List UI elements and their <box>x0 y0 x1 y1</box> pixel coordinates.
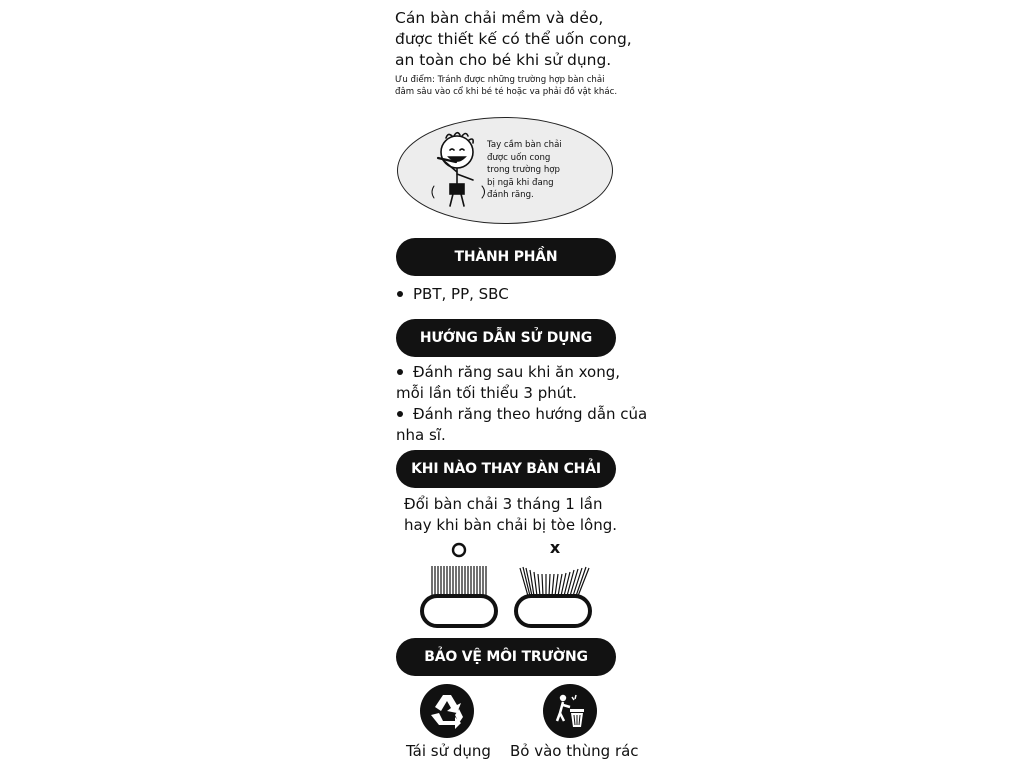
ingredients-item <box>396 284 509 305</box>
intro-line: được thiết kế có thể uốn cong, <box>395 30 632 48</box>
replace-line: Đổi bàn chải 3 tháng 1 lần <box>404 495 603 513</box>
replace-heading: KHI NÀO THAY BÀN CHẢI <box>396 450 616 488</box>
replace-line: hay khi bàn chải bị tòe lông. <box>404 516 617 534</box>
illustration-line: trong trường hợp <box>487 165 561 175</box>
intro-line: Cán bàn chải mềm và dẻo, <box>395 9 604 27</box>
recycle-label: Tái sử dụng <box>406 742 491 760</box>
intro-line: an toàn cho bé khi sử dụng. <box>395 51 612 69</box>
usage-line: Đánh răng sau khi ăn xong, <box>413 363 621 381</box>
usage-line: mỗi lần tối thiểu 3 phút. <box>396 384 577 402</box>
trash-label: Bỏ vào thùng rác <box>510 742 639 760</box>
illustration-line: đánh răng. <box>487 190 534 200</box>
ingredients-heading: THÀNH PHẦN <box>396 238 616 276</box>
advantage-line: đâm sâu vào cổ khi bé té hoặc va phải đồ vật khác. <box>395 87 618 97</box>
new-toothbrush-icon <box>418 558 502 632</box>
worn-toothbrush-icon <box>512 558 596 632</box>
wrong-mark: x <box>549 538 561 557</box>
usage-item <box>396 404 647 425</box>
usage-line: Đánh răng theo hướng dẫn của <box>413 405 648 423</box>
trash-bin-icon <box>542 683 598 739</box>
illustration-line: Tay cầm bàn chải <box>487 140 562 150</box>
environment-heading: BẢO VỆ MÔI TRƯỜNG <box>396 638 616 676</box>
bullet-icon <box>397 369 403 375</box>
usage-item <box>396 362 647 383</box>
replace-text <box>404 494 617 536</box>
advantage-note <box>395 74 635 98</box>
usage-list <box>396 362 647 446</box>
advantage-line: Ưu điểm: Tránh được những trường hợp bàn chải <box>395 75 605 85</box>
recycle-icon <box>419 683 475 739</box>
ingredient-text: PBT, PP, SBC <box>413 285 509 303</box>
usage-line: nha sĩ. <box>396 426 446 444</box>
illustration-line: bị ngã khi đang <box>487 177 554 188</box>
usage-heading: HƯỚNG DẪN SỬ DỤNG <box>396 319 616 357</box>
bullet-icon <box>397 411 403 417</box>
illustration-line: được uốn cong <box>487 152 551 163</box>
intro-text <box>395 8 635 71</box>
illustration-caption <box>487 139 562 202</box>
bullet-icon <box>397 291 403 297</box>
correct-mark-icon <box>450 541 468 559</box>
